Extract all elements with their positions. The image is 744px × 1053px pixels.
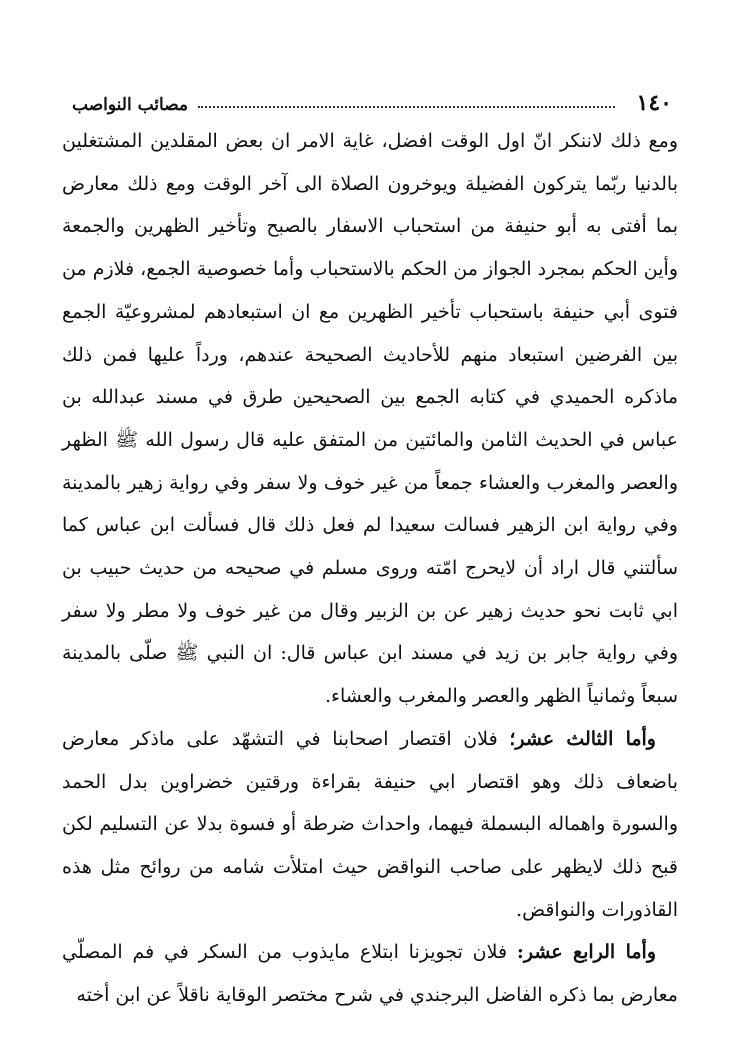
- running-title: مصائب النواصب: [72, 95, 189, 115]
- paragraph-lead: وأما الثالث عشر؛: [509, 727, 656, 750]
- paragraph-text: فلان تجويزنا ابتلاع مايذوب من السكر في فم المصلّي معارض بما ذكره الفاضل البرجندي في شرح مختصر الوقاية ناقلاً عن ابن أخته: [62, 941, 678, 1007]
- paragraph-3: [62, 931, 678, 1016]
- page-number: ١٤٠: [636, 90, 672, 116]
- paragraph-lead: وأما الرابع عشر:: [516, 941, 656, 964]
- page-header: [72, 82, 672, 114]
- paragraph-1: [62, 120, 678, 718]
- body-text: [62, 120, 678, 1017]
- paragraph-text: ومع ذلك لاننكر انّ اول الوقت افضل، غاية الامر ان بعض المقلدين المشتغلين بالدنيا ربّما يتركون الفضيلة ويوخرون الصلاة الى آخر الوقت ومع ذلك معارض بما أفتى به أبو حنيفة من استحباب الاسفار بالصبح وتأخير الظهرين والجمعة وأين الحكم بمجرد الجواز من الحكم بالاستحباب وأما خصوصية الجمع، فلازم من فتوى أبي حنيفة باستحباب تأخير الظهرين مع ان استبعادهم لمشروعيّة الجمع بين الفرضين استبعاد منهم للأحاديث الصحيحة عندهم، ورداً عليها فمن ذلك ماذكره الحميدي في كتابه الجمع بين الصحيحين طرق في مسند عبدالله بن عباس في الحديث الثامن والمائتين من المتفق عليه قال رسول الله ﷺ الظهر والعصر والمغرب والعشاء جمعاً من غير خوف ولا سفر وفي رواية زهير بالمدينة وفي رواية ابن الزهير فسالت سعيدا لم فعل ذلك قال فسألت ابن عباس كما سألتني قال اراد أن لايحرج امّته وروى مسلم في صحيحه من حديث حبيب بن ابي ثابت نحو حديث زهير عن بن الزبير وقال من غير خوف ولا مطر ولا سفر وفي رواية جابر بن زيد في مسند ابن عباس قال: ان النبي ﷺ صلّى بالمدينة سبعاً وثمانياً الظهر والعصر والمغرب والعشاء.: [62, 130, 678, 708]
- header-dotted-leader: [198, 106, 615, 108]
- paragraph-2: [62, 718, 678, 932]
- paragraph-text: فلان اقتصار اصحابنا في التشهّد على ماذكر معارض باضعاف ذلك وهو اقتصار ابي حنيفة بقراءة ورقتين خضراوين بدل الحمد والسورة واهماله البسملة فيهما، واحداث ضرطة أو فسوة بدلا عن التسليم لكن قبح ذلك لايظهر على صاحب النواقض حيث امتلأت شامه من روائح مثل هذه القاذورات والنواقض.: [62, 727, 678, 921]
